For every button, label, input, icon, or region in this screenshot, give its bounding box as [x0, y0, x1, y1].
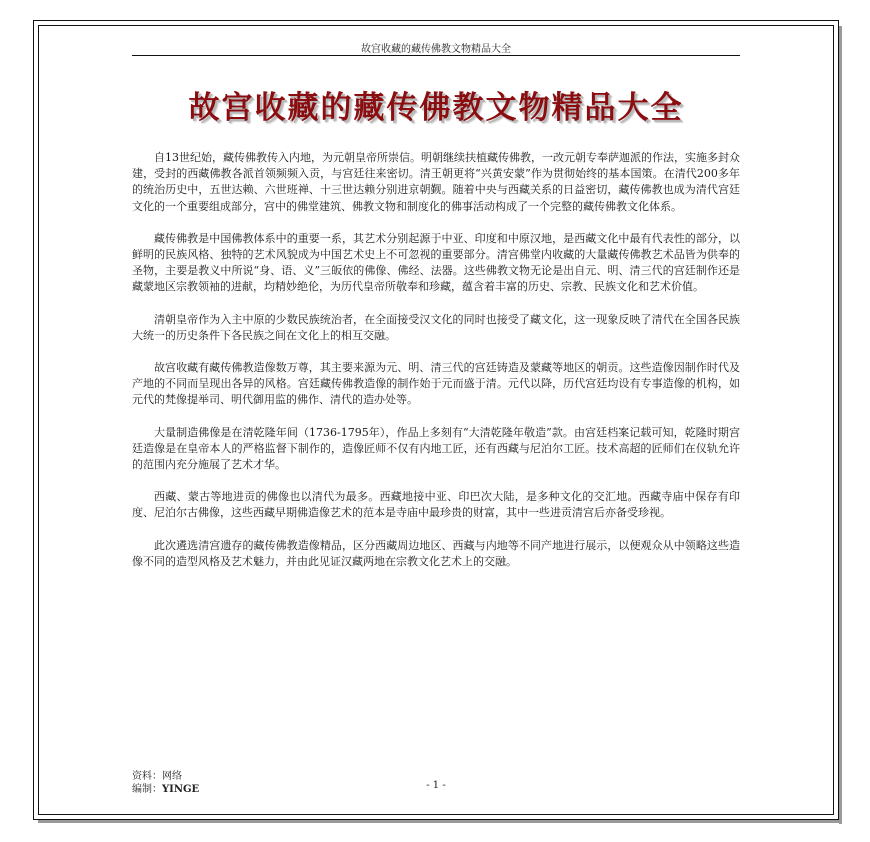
document-title: 故宫收藏的藏传佛教文物精品大全	[188, 90, 684, 126]
page-shadow-right	[839, 26, 842, 824]
editor-value: YINGE	[162, 784, 200, 795]
paragraph-6: 西藏、蒙古等地进贡的佛像也以清代为最多。西藏地接中亚、印巴次大陆，是多种文化的交汇地。西藏寺庙中保存有印度、尼泊尔古佛像，这些西藏早期佛造像艺术的范本是寺庙中最珍贵的财富，其中一些进贡清宫后亦备受珍视。	[132, 490, 740, 520]
editor-label: 编制：	[132, 784, 162, 795]
document-body	[132, 150, 740, 586]
paragraph-4: 故宫收藏有藏传佛教造像数万尊，其主要来源为元、明、清三代的宫廷铸造及蒙藏等地区的朝贡。这些造像因制作时代及产地的不同而呈现出各异的风格。宫廷藏传佛教造像的制作始于元而盛于清。元代以降，历代宫廷均设有专事造像的机构，如元代的梵像提举司、明代御用监的佛作、清代的造办处等。	[132, 361, 740, 407]
footer-editor	[132, 780, 199, 795]
page-number: - 1 -	[426, 780, 446, 791]
paragraph-7: 此次遴选清宫遗存的藏传佛教造像精品，区分西藏周边地区、西藏与内地等不同产地进行展示，以便观众从中领略这些造像不同的造型风格及艺术魅力，并由此见证汉藏两地在宗教文化艺术上的交融。	[132, 538, 740, 568]
paragraph-3: 清朝皇帝作为入主中原的少数民族统治者，在全面接受汉文化的同时也接受了藏文化，这一现象反映了清代在全国各民族大统一的历史条件下各民族之间在文化上的相互交融。	[132, 312, 740, 342]
paragraph-2: 藏传佛教是中国佛教体系中的重要一系，其艺术分别起源于中亚、印度和中原汉地，是西藏文化中最有代表性的部分，以鲜明的民族风格、独特的艺术风貌成为中国艺术史上不可忽视的重要部分。清宫佛堂内收藏的大量藏传佛教艺术品皆为供奉的圣物，主要是教义中所说“身、语、义”三皈依的佛像、佛经、法器。这些佛教文物无论是出自元、明、清三代的宫廷制作还是藏蒙地区宗教领袖的进献，均精妙绝伦，为历代皇帝所敬奉和珍藏，蕴含着丰富的历史、宗教、民族文化和艺术价值。	[132, 231, 740, 294]
source-value: 网络	[162, 771, 182, 782]
header-rule	[132, 55, 740, 56]
source-label: 资料：	[132, 771, 162, 782]
page-shadow-bottom	[38, 820, 842, 823]
running-header: 故宫收藏的藏传佛教文物精品大全	[361, 44, 511, 55]
paragraph-1: 自13世纪始，藏传佛教传入内地，为元朝皇帝所崇信。明朝继续扶植藏传佛教，一改元朝专奉萨迦派的作法，实施多封众建，受封的西藏佛教各派首领频频入贡，与宫廷往来密切。清王朝更将“兴黄安蒙”作为贯彻始终的基本国策。在清代200多年的统治历史中，五世达赖、六世班禅、十三世达赖分别进京朝觐。随着中央与西藏关系的日益密切，藏传佛教也成为清代宫廷文化的一个重要组成部分，宫中的佛堂建筑、佛教文物和制度化的佛事活动构成了一个完整的藏传佛教文化体系。	[132, 151, 740, 213]
paragraph-5: 大量制造佛像是在清乾隆年间（1736-1795年），作品上多刻有“大清乾隆年敬造”款。由宫廷档案记载可知，乾隆时期宫廷造像是在皇帝本人的严格监督下制作的，造像匠师不仅有内地工匠，还有西藏与尼泊尔工匠。技术高超的匠师们在仪轨允许的范围内充分施展了艺术才华。	[132, 425, 740, 472]
